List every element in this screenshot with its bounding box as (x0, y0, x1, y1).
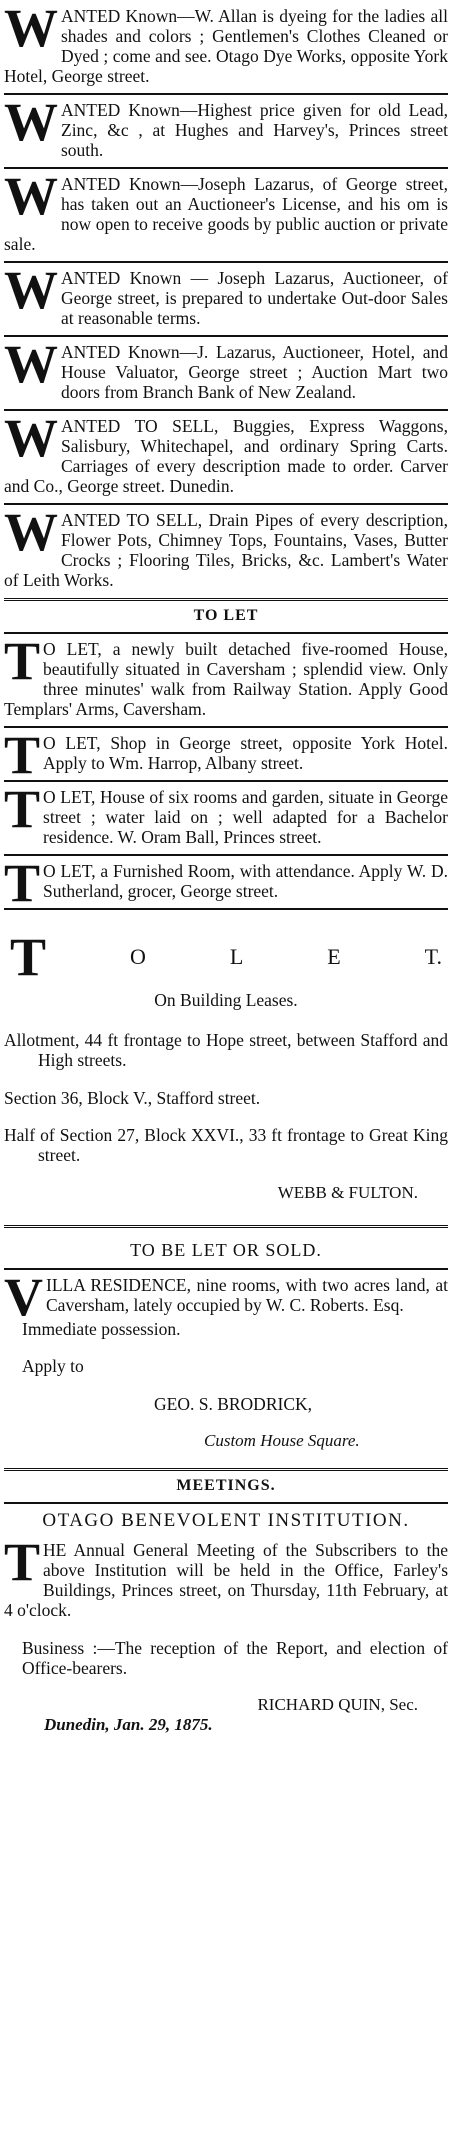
drop-cap: T (4, 853, 40, 913)
possession-note: Immediate possession. (22, 1318, 181, 1339)
section-divider (4, 1225, 448, 1228)
divider (4, 93, 448, 95)
ad-text: O LET, a newly built detached five-roomed House, beautifully situated in Caversham ; splendid view. Only three minutes' walk from Railway Station. Apply Good Templars' Arms, Caversham. (4, 639, 448, 719)
ad-text: ANTED Known — Joseph Lazarus, Auctioneer, of George street, is prepared to undertake Out-door Sales at reasonable terms. (61, 268, 448, 328)
section-divider (4, 1468, 448, 1471)
ad-to-let-shop (4, 725, 448, 785)
drop-cap: W (4, 166, 57, 226)
let-or-sold-ad (4, 1240, 448, 1452)
ad-wanted-carver (4, 408, 448, 496)
section-heading-to-let: TO LET (193, 607, 259, 624)
meeting-notice (4, 1532, 448, 1620)
drop-cap: T (4, 725, 40, 785)
drop-cap: T (4, 631, 40, 691)
ad-text: O LET, a Furnished Room, with attendance. Apply W. D. Sutherland, grocer, George street. (43, 861, 448, 901)
wanted-ads (4, 0, 448, 590)
section-heading-let-or-sold: TO BE LET OR SOLD. (130, 1239, 322, 1260)
ad-text: ANTED Known—Highest price given for old Lead, Zinc, &c , at Hughes and Harvey's, Princes street south. (61, 100, 448, 160)
ad-wanted-lazarus-license (4, 166, 448, 254)
lease-item: Section 36, Block V., Stafford street. (4, 1087, 261, 1108)
divider (4, 1268, 448, 1270)
divider (4, 167, 448, 169)
ad-to-let-house (4, 779, 448, 847)
drop-cap: W (4, 334, 57, 394)
ad-text: ANTED Known—W. Allan is dyeing for the ladies all shades and colors ; Gentlemen's Clothes Cleaned or Dyed ; come and see. Otago Dye Works, opposite York Hotel, George street. (4, 6, 448, 86)
divider (4, 908, 448, 910)
ad-wanted-allan (4, 0, 448, 86)
to-let-ads (4, 631, 448, 913)
ad-to-let-caversham (4, 631, 448, 719)
business-note: Business :—The reception of the Report, and election of Office-bearers. (22, 1637, 448, 1678)
title-letter: T. (424, 944, 442, 969)
advertiser-signature: WEBB & FULTON. (277, 1182, 418, 1202)
title-letter: O (129, 944, 146, 969)
ad-text: O LET, Shop in George street, opposite York Hotel. Apply to Wm. Harrop, Albany street. (43, 733, 448, 773)
drop-cap: W (4, 0, 57, 58)
ad-wanted-lambert (4, 502, 448, 590)
drop-cap: V (4, 1266, 42, 1327)
drop-cap: W (4, 408, 57, 468)
divider (4, 854, 448, 856)
ad-wanted-lazarus-valuator (4, 334, 448, 402)
title-letter: E (327, 944, 341, 969)
section-divider (4, 598, 448, 601)
title-letter: L (229, 944, 244, 969)
divider (4, 726, 448, 728)
ad-to-let-room (4, 853, 448, 913)
divider (4, 503, 448, 505)
title-letter: T (10, 927, 47, 987)
to-let-spaced-title (4, 927, 448, 987)
ad-text: ANTED TO SELL, Drain Pipes of every description, Flower Pots, Chimney Tops, Fountains, Vases, Butter Crocks ; Flooring Tiles, Bricks, &c. Lambert's Water of Leith Works. (4, 510, 448, 590)
ad-wanted-hughes-harvey (4, 92, 448, 160)
ad-text: ANTED TO SELL, Buggies, Express Waggons, Salisbury, Whitechapel, and ordinary Spring Carts. Carriages of every description made to order. Carver and Co., George street. Dunedin. (4, 416, 448, 496)
drop-cap: W (4, 260, 57, 320)
ad-text: HE Annual General Meeting of the Subscribers to the above Institution will be held in the Office, Farley's Buildings, Princes street, on Thursday, 11th February, at 4 o'clock. (4, 1540, 448, 1620)
meetings-section (4, 1477, 448, 1735)
apply-to: Apply to (22, 1356, 84, 1376)
lease-item: Half of Section 27, Block XXVI., 33 ft frontage to Great King street. (4, 1125, 448, 1165)
building-subtitle: On Building Leases. (154, 990, 298, 1010)
lease-item: Allotment, 44 ft frontage to Hope street, between Stafford and High streets. (4, 1030, 448, 1070)
divider (4, 261, 448, 263)
drop-cap: W (4, 92, 57, 152)
divider (4, 409, 448, 411)
notice-date: Dunedin, Jan. 29, 1875. (44, 1715, 213, 1734)
ad-wanted-lazarus-outdoor (4, 260, 448, 328)
ad-text: ANTED Known—Joseph Lazarus, of George street, has taken out an Auctioneer's License, and his om is now open to receive goods by public auction or private sale. (4, 174, 448, 254)
divider (4, 1502, 448, 1504)
drop-cap: T (4, 779, 40, 839)
secretary-signature: RICHARD QUIN, Sec. (257, 1695, 418, 1714)
building-leases-ad (4, 927, 448, 1203)
agent-address: Custom House Square. (204, 1431, 360, 1450)
drop-cap: T (4, 1532, 40, 1592)
organization-name: OTAGO BENEVOLENT INSTITUTION. (42, 1510, 410, 1531)
ad-text: ILLA RESIDENCE, nine rooms, with two acres land, at Caversham, lately occupied by W. C. Roberts. Esq. (46, 1274, 448, 1315)
ad-text: O LET, House of six rooms and garden, situate in George street ; water laid on ; well adapted for a Bachelor residence. W. Oram Ball, Princes street. (43, 787, 448, 847)
villa-residence-ad (4, 1266, 448, 1327)
divider (4, 632, 448, 634)
newspaper-column (4, 0, 448, 1735)
ad-text: ANTED Known—J. Lazarus, Auctioneer, Hotel, and House Valuator, George street ; Auction Mart two doors from Branch Bank of New Zealand. (61, 342, 448, 402)
agent-name: GEO. S. BRODRICK, (154, 1393, 313, 1414)
divider (4, 780, 448, 782)
drop-cap: W (4, 502, 57, 562)
section-heading-meetings: MEETINGS. (176, 1477, 276, 1494)
divider (4, 335, 448, 337)
